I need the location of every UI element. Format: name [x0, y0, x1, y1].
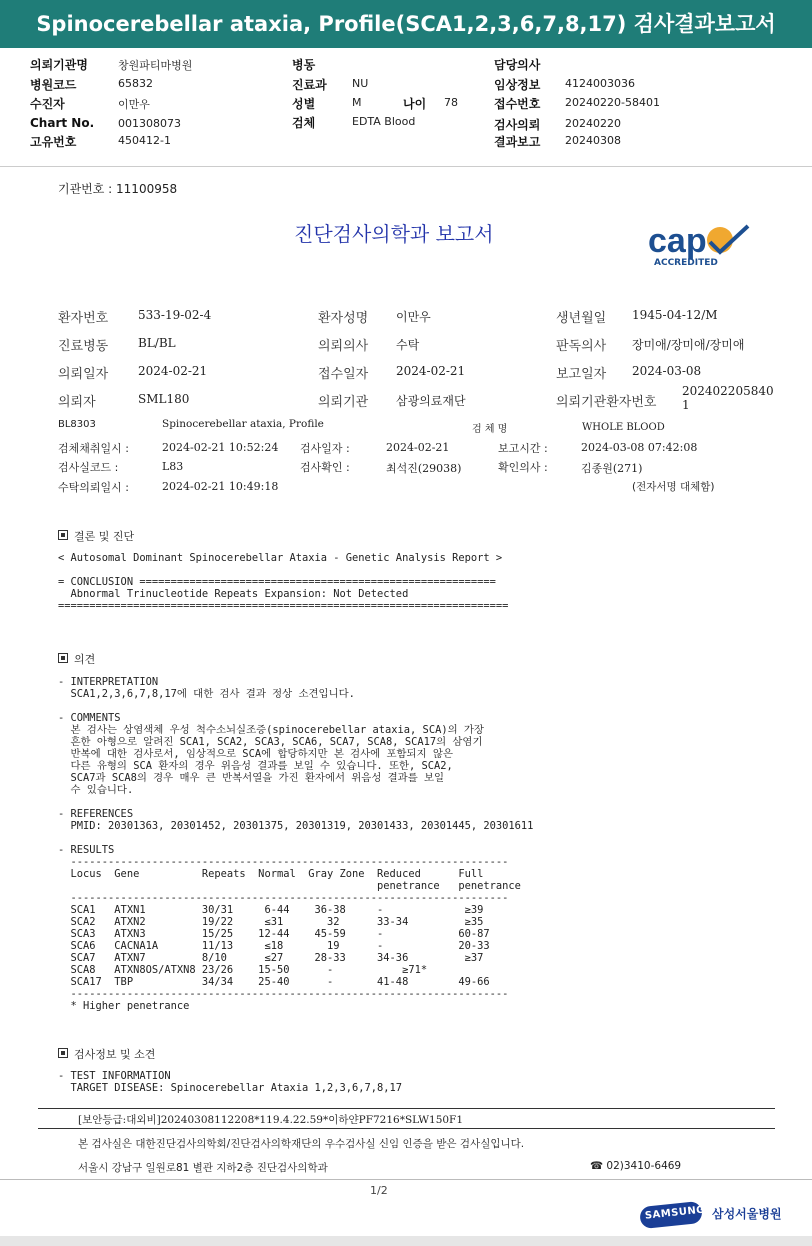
- info-label: 확인의사 :: [498, 461, 548, 474]
- patient-field-label: 의뢰기관환자번호: [556, 395, 657, 410]
- patient-field-label: 판독의사: [556, 339, 607, 354]
- info-label: 검사일자 :: [300, 442, 350, 455]
- header-label: 병원코드: [30, 78, 77, 92]
- footer-divider: [38, 1108, 775, 1109]
- section-opinion-heading: 의견: [58, 651, 95, 667]
- section-conclusion-heading: 결론 및 진단: [58, 528, 134, 544]
- header-label: 검사의뢰: [494, 118, 541, 132]
- patient-field-value: 2024-02-21: [138, 364, 208, 378]
- header-value: 20240220-58401: [565, 96, 660, 109]
- header-value: 창원파티마병원: [118, 59, 193, 72]
- samsung-logo: SAMSUNG: [639, 1201, 703, 1229]
- test-name: Spinocerebellar ataxia, Profile: [162, 418, 324, 430]
- info-value: 2024-02-21: [386, 441, 450, 454]
- opinion-text: - INTERPRETATION SCA1,2,3,6,7,8,17에 대한 검사 결과 정상 소견입니다. - COMMENTS 본 검사는 상염색체 우성 척수소뇌실조증(spinocerebellar ataxia, SCA)의 가장 흔한 아형으로 알려진 SCA1, SCA2, SCA3, SCA6, SCA7, SCA8, SCA17의 삼염기 반복에 대한 검사로서, 임상적으로 SCA에 합당하지만 본 검사에 포함되지 않은 다른 유형의 SCA 환자의 경우 위음성 결과를 보일 수 있습니다. 또한, SCA2, SCA7과 SCA8의 경우 매우 큰 반복서열을 가진 환자에서 위음성 결과를 보일 수 있습니다. - REFERENCES PMID: 20301363, 20301452, 20301375, 20301319, 20301433, 20301445, 20301611 - RESULTS ---------------------------------------------------------------------- Locus Gene Repeats Normal Gray Zone Reduced Full penetrance penetrance ---------------------------------------------------------------------- SCA1 ATXN1 30/31 6-44 36-38 - ≥39 SCA2 ATXN2 19/22 ≤31 32 33-34 ≥35 SCA3 ATXN3 15/25 12-44 45-59 - 60-87 SCA6 CACNA1A 11/13 ≤18 19 - 20-33 SCA7 ATXN7 8/10 ≤27 28-33 34-36 ≥37 SCA8 ATXN8OS/ATXN8 23/26 15-50 - ≥71* SCA17 TBP 34/34 25-40 - 41-48 49-66 ---------------------------------------------------------------------- * Higher penetrance: [58, 676, 534, 1012]
- security-line: [보안등급:대외비]20240308112208*119.4.22.59*이하얀PF7216*SLW150F1: [78, 1114, 464, 1126]
- header-label: 임상정보: [494, 78, 541, 92]
- cap-check-icon: [704, 224, 750, 258]
- info-value: 2024-03-08 07:42:08: [581, 441, 698, 454]
- report-page: [0, 166, 812, 1246]
- header-value: 20240220: [565, 117, 621, 130]
- header-block: [0, 48, 812, 167]
- patient-field-value: 2024-02-21: [396, 364, 466, 378]
- report-title-bar: [0, 0, 812, 48]
- patient-field-label: 진료병동: [58, 339, 109, 354]
- info-label: 검사확인 :: [300, 461, 350, 474]
- info-label: 보고시간 :: [498, 442, 548, 455]
- header-label: 진료과: [292, 78, 327, 92]
- header-label: 수진자: [30, 97, 65, 111]
- info-value: 김종원(271): [581, 462, 643, 475]
- certification-text: 본 검사실은 대한진단검사의학회/진단검사의학재단의 우수검사실 신임 인증을 받은 검사실입니다.: [78, 1138, 525, 1150]
- patient-field-value: SML180: [138, 392, 190, 406]
- section-box-icon: [58, 653, 68, 663]
- patient-field-value: BL/BL: [138, 336, 176, 350]
- info-value: 2024-02-21 10:52:24: [162, 441, 279, 454]
- patient-field-label: 의뢰자: [58, 395, 96, 410]
- patient-field-value: 533-19-02-4: [138, 308, 212, 322]
- patient-field-label: 접수일자: [318, 367, 369, 382]
- header-label: 성별: [292, 97, 316, 111]
- header-label: 결과보고: [494, 135, 541, 149]
- info-label: 검체채취일시 :: [58, 442, 129, 455]
- page-number: 1/2: [370, 1184, 388, 1197]
- report-heading: 진단검사의학과 보고서: [294, 222, 494, 246]
- patient-field-label: 의뢰기관: [318, 395, 369, 410]
- info-value: 2024-02-21 10:49:18: [162, 480, 279, 493]
- cap-accredited-logo: cap ACCREDITED: [646, 228, 756, 278]
- header-value: 이만우: [118, 98, 150, 111]
- institution-number: 기관번호 : 11100958: [58, 182, 178, 196]
- patient-field-label: 생년월일: [556, 311, 607, 326]
- header-value: 65832: [118, 77, 153, 90]
- patient-field-value: 2024-03-08: [632, 364, 702, 378]
- info-label: 수탁의뢰일시 :: [58, 481, 129, 494]
- lab-address: 서울시 강남구 일원로81 별관 지하2층 진단검사의학과: [78, 1162, 328, 1174]
- header-label: 나이: [403, 97, 427, 111]
- patient-field-label: 의뢰일자: [58, 367, 109, 382]
- header-value: 450412-1: [118, 134, 171, 147]
- info-value: 최석진(29038): [386, 462, 462, 475]
- patient-field-value: 수탁: [396, 338, 420, 352]
- specimen-value: WHOLE BLOOD: [582, 422, 665, 433]
- header-label: 의뢰기관명: [30, 58, 88, 72]
- header-value: M: [352, 96, 362, 109]
- report-title: Spinocerebellar ataxia, Profile(SCA1,2,3,6,7,8,17) 검사결과보고서: [36, 12, 776, 36]
- patient-field-value: 장미애/장미애/장미애: [632, 338, 745, 352]
- patient-field-label: 환자번호: [58, 311, 109, 326]
- patient-field-value: 이만우: [396, 310, 431, 324]
- header-label: 담당의사: [494, 58, 541, 72]
- header-value: NU: [352, 77, 369, 90]
- page-divider: [0, 1179, 812, 1180]
- patient-field-label: 보고일자: [556, 367, 607, 382]
- patient-field-value: 삼광의료재단: [396, 394, 466, 408]
- header-value: 4124003036: [565, 77, 635, 90]
- header-label: 고유번호: [30, 135, 77, 149]
- header-label: 병동: [292, 58, 316, 72]
- bottom-strip: [0, 1236, 812, 1246]
- header-label: 접수번호: [494, 97, 541, 111]
- header-value: 001308073: [118, 117, 181, 130]
- test-information-text: - TEST INFORMATION TARGET DISEASE: Spinocerebellar Ataxia 1,2,3,6,7,8,17: [58, 1070, 403, 1094]
- hospital-name: 삼성서울병원: [712, 1207, 782, 1221]
- info-label: 검사실코드 :: [58, 461, 119, 474]
- header-value: 20240308: [565, 134, 621, 147]
- section-info-heading: 검사정보 및 소견: [58, 1046, 155, 1062]
- info-value: L83: [162, 460, 184, 473]
- conclusion-text: < Autosomal Dominant Spinocerebellar Ataxia - Genetic Analysis Report > = CONCLUSION ========================================================= Abnormal Trinucleotide Repeats Expansion: Not Detected ========================================================================: [58, 552, 509, 612]
- header-label: 검체: [292, 116, 316, 130]
- footer-divider: [38, 1128, 775, 1129]
- patient-field-value: 1945-04-12/M: [632, 308, 718, 322]
- patient-field-label: 의뢰의사: [318, 339, 369, 354]
- section-box-icon: [58, 1048, 68, 1058]
- header-label: Chart No.: [30, 116, 95, 130]
- patient-field-label: 환자성명: [318, 311, 369, 326]
- section-box-icon: [58, 530, 68, 540]
- header-value: EDTA Blood: [352, 115, 416, 128]
- patient-field-value: 202402205840 1: [682, 384, 774, 412]
- header-value: 78: [444, 96, 458, 109]
- lab-phone: ☎ 02)3410-6469: [590, 1160, 682, 1172]
- electronic-signature-note: (전자서명 대체함): [632, 481, 715, 493]
- specimen-label: 검 체 명: [472, 424, 508, 435]
- test-code: BL8303: [58, 419, 96, 430]
